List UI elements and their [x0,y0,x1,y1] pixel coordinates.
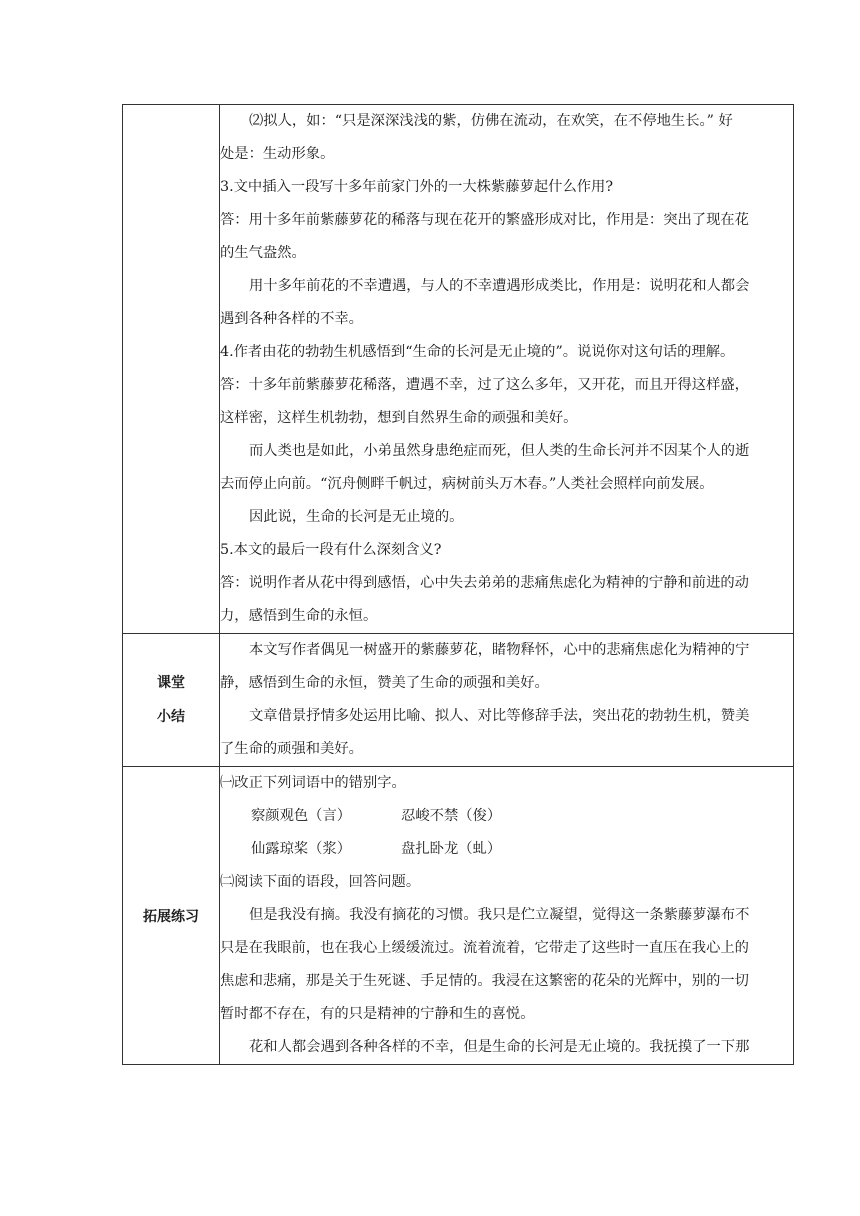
text-line: 力，感悟到生命的永恒。 [220,608,378,624]
row-label-summary [123,634,220,767]
label-line: 课堂 [157,675,185,691]
text-line: 静，感悟到生命的永恒，赞美了生命的顽强和美好。 [220,675,549,691]
text-line: 了生命的顽强和美好。 [220,741,363,757]
exercise-q1: ㈠改正下列词语中的错别字。 [220,775,406,791]
text-line: 遇到各种各样的不幸。 [220,311,363,327]
text-line: 处是：生动形象。 [220,146,335,162]
passage-line: 焦虑和悲痛，那是关于生死谜、手足情的。我浸在这繁密的花朵的光辉中，别的一切 [220,973,749,989]
text-line: ⑵拟人，如：“只是深深浅浅的紫，仿佛在流动，在欢笑，在不停地生长。” 好 [249,113,733,129]
text-line: 这样密，这样生机勃勃，想到自然界生命的顽强和美好。 [220,410,578,426]
exercise-q2: ㈡阅读下面的语段，回答问题。 [220,874,421,890]
question-3: 3.文中插入一段写十多年前家门外的一大株紫藤萝起什么作用? [220,179,614,195]
text-line: 去而停止向前。“沉舟侧畔千帆过，病树前头万木春。”人类社会照样向前发展。 [220,476,714,492]
word-item: 察颜观色（言） [251,808,352,824]
text-line: 用十多年前花的不幸遭遇，与人的不幸遭遇形成类比，作用是：说明花和人都会 [249,278,750,294]
text-line: 文章借景抒情多处运用比喻、拟人、对比等修辞手法，突出花的勃勃生机，赞美 [249,708,750,724]
text-line: 的生气盎然。 [220,245,306,261]
passage-line: 花和人都会遇到各种各样的不幸，但是生命的长河是无止境的。我抚摸了一下那 [249,1039,750,1055]
passage-line: 暂时都不存在，有的只是精神的宁静和生的喜悦。 [220,1006,535,1022]
label-line: 小结 [157,709,185,725]
summary-content [220,634,794,767]
lesson-table [122,104,794,1065]
exercise-content [220,767,794,1065]
text-line: 而人类也是如此，小弟虽然身患绝症而死，但人类的生命长河并不因某个人的逝 [249,443,750,459]
word-pair-row [220,800,793,833]
answer-4: 答：十多年前紫藤萝花稀落，遭遇不幸，过了这么多年，又开花，而且开得这样盛， [220,377,749,393]
passage-line: 只是在我眼前，也在我心上缓缓流过。流着流着，它带走了这些时一直压在我心上的 [220,940,749,956]
word-pair-row [220,833,793,866]
table-row-summary [123,634,794,767]
word-item: 盘扎卧龙（虬） [401,841,502,857]
row-label-empty [123,105,220,634]
passage-line: 但是我没有摘。我没有摘花的习惯。我只是伫立凝望，觉得这一条紫藤萝瀑布不 [249,907,750,923]
word-item: 忍峻不禁（俊） [401,808,502,824]
table-row-exercise [123,767,794,1065]
text-line: 本文写作者偶见一树盛开的紫藤萝花，睹物释怀，心中的悲痛焦虑化为精神的宁 [249,642,750,658]
word-item: 仙露琼桨（浆） [251,841,352,857]
question-5: 5.本文的最后一段有什么深刻含义? [220,542,442,558]
answer-3: 答：用十多年前紫藤萝花的稀落与现在花开的繁盛形成对比，作用是：突出了现在花 [220,212,749,228]
answer-5: 答：说明作者从花中得到感悟，心中失去弟弟的悲痛焦虑化为精神的宁静和前进的动 [220,575,749,591]
text-line: 因此说，生命的长河是无止境的。 [249,509,464,525]
row-label-exercise: 拓展练习 [123,767,220,1065]
analysis-content [220,105,794,634]
question-4: 4.作者由花的勃勃生机感悟到“生命的长河是无止境的”。说说你对这句话的理解。 [220,344,735,360]
table-row-analysis [123,105,794,634]
